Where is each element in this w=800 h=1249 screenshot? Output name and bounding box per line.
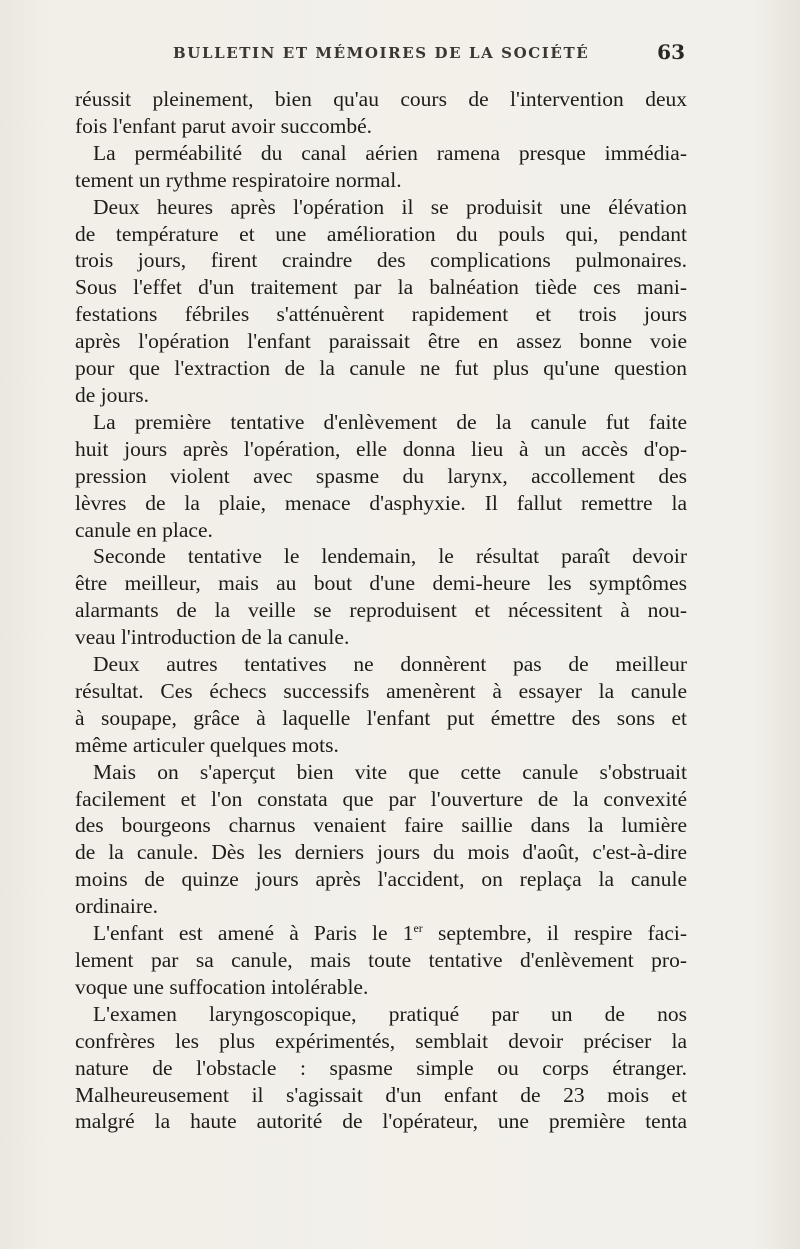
text-line: tement un rythme respiratoire normal. — [75, 167, 402, 192]
text-line: lement par sa canule, mais toute tentative d'enlèvement pro- — [75, 948, 687, 972]
text-line: La première tentative d'enlèvement de la canule fut faite — [93, 409, 687, 434]
text-line: Deux autres tentatives ne donnèrent pas de meilleur — [93, 652, 687, 677]
text-line: malgré la haute autorité de l'opérateur, une première tenta — [75, 1109, 687, 1134]
text-line: Malheureusement il s'agissait d'un enfant de 23 mois et — [75, 1082, 687, 1107]
text-line: voque une suffocation intolérable. — [75, 974, 369, 999]
text-line: festations fébriles s'atténuèrent rapidement et trois jours — [75, 302, 687, 327]
text-line: pour que l'extraction de la canule ne fut plus qu'une question — [75, 356, 687, 381]
text-line: après l'opération l'enfant paraissait être en assez bonne voie — [75, 329, 687, 354]
text-line: réussit pleinement, bien qu'au cours de l'intervention deux — [75, 87, 687, 111]
text-segment: septembre, il respire faci- — [422, 921, 687, 946]
text-line: huit jours après l'opération, elle donna lieu à un accès d'op- — [75, 436, 687, 461]
text-line: moins de quinze jours après l'accident, on replaça la canule — [75, 867, 687, 892]
text-line: Deux heures après l'opération il se produisit une élévation — [93, 194, 687, 219]
text-line: facilement et l'on constata que par l'ouverture de la convexité — [75, 786, 687, 811]
text-line: à soupape, grâce à laquelle l'enfant put émettre des sons et — [75, 705, 687, 730]
ordinal-superscript: er — [413, 921, 423, 936]
body-text — [75, 86, 687, 1135]
text-line: des bourgeons charnus venaient faire saillie dans la lumière — [75, 813, 687, 838]
text-line: veau l'introduction de la canule. — [75, 625, 350, 650]
page-number: 63 — [657, 40, 685, 64]
text-line — [75, 920, 687, 947]
text-line: de la canule. Dès les derniers jours du mois d'août, c'est-à-dire — [75, 840, 687, 865]
text-line: confrères les plus expérimentés, semblait devoir préciser la — [75, 1028, 687, 1053]
text-line: résultat. Ces échecs successifs amenèrent à essayer la canule — [75, 678, 687, 703]
text-line: de température et une amélioration du pouls qui, pendant — [75, 221, 687, 246]
page-header — [75, 40, 685, 70]
text-line: L'examen laryngoscopique, pratiqué par un de nos — [93, 1001, 687, 1026]
text-line: pression violent avec spasme du larynx, accollement des — [75, 463, 687, 488]
running-title: BULLETIN ET MÉMOIRES DE LA SOCIÉTÉ — [173, 44, 590, 62]
text-line: fois l'enfant parut avoir succombé. — [75, 113, 373, 138]
text-line: ordinaire. — [75, 894, 158, 919]
text-line: Sous l'effet d'un traitement par la balnéation tiède ces mani- — [75, 275, 687, 300]
text-line: trois jours, firent craindre des complications pulmonaires. — [75, 248, 687, 273]
text-line: alarmants de la veille se reproduisent et nécessitent à nou- — [75, 598, 687, 623]
text-line: Seconde tentative le lendemain, le résultat paraît devoir — [93, 544, 687, 569]
text-segment: L'enfant est amené à Paris le 1 — [93, 921, 414, 946]
text-line: nature de l'obstacle : spasme simple ou corps étranger. — [75, 1055, 687, 1080]
text-line: être meilleur, mais au bout d'une demi-heure les symptômes — [75, 571, 687, 596]
text-line: lèvres de la plaie, menace d'asphyxie. Il fallut remettre la — [75, 490, 687, 515]
text-line: canule en place. — [75, 517, 213, 542]
text-line: La perméabilité du canal aérien ramena presque immédia- — [93, 140, 687, 165]
text-line: même articuler quelques mots. — [75, 732, 339, 757]
text-line: Mais on s'aperçut bien vite que cette canule s'obstruait — [93, 759, 687, 784]
text-line: de jours. — [75, 382, 150, 407]
